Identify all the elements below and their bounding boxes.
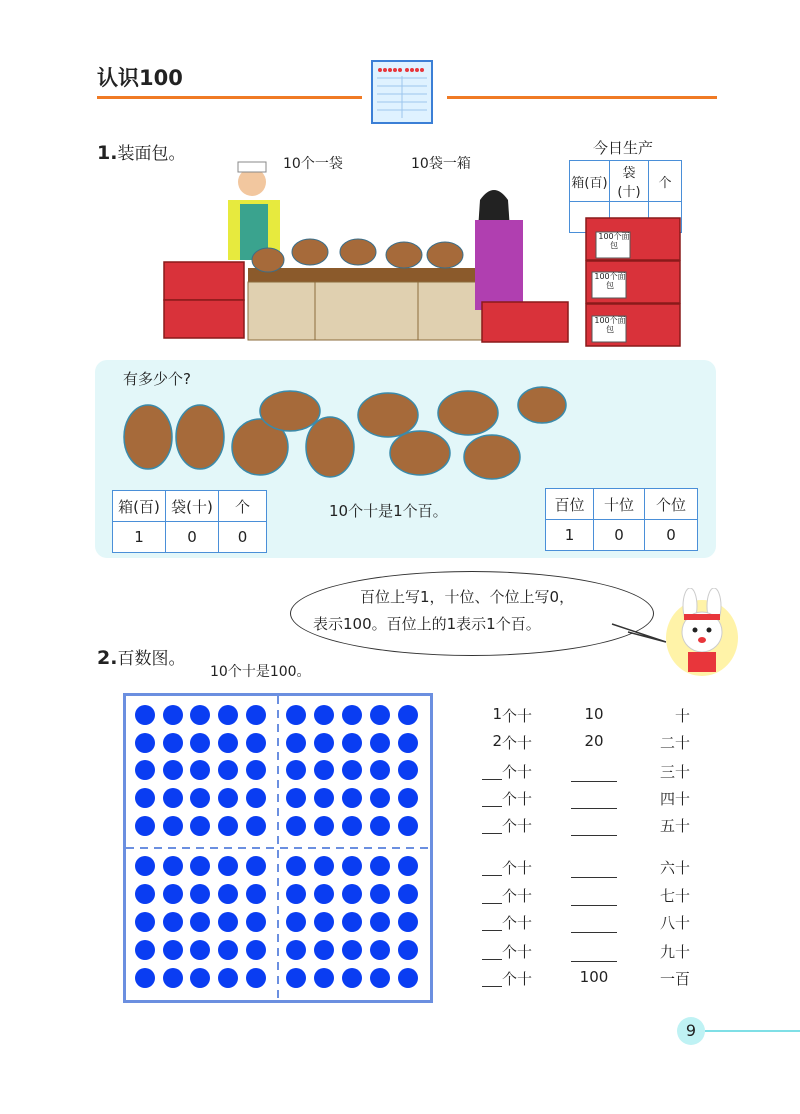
dot bbox=[246, 940, 266, 960]
tens-value[interactable] bbox=[571, 761, 617, 782]
dot bbox=[246, 884, 266, 904]
dot bbox=[246, 760, 266, 780]
dot bbox=[190, 788, 210, 808]
tens-unit: 个十 bbox=[502, 970, 533, 988]
dot bbox=[135, 912, 155, 932]
dot bbox=[218, 705, 238, 725]
dot bbox=[286, 760, 306, 780]
dot bbox=[246, 816, 266, 836]
dot bbox=[135, 733, 155, 753]
tens-unit: 个十 bbox=[502, 887, 533, 905]
tens-word: 八十 bbox=[659, 914, 690, 932]
tens-word: 三十 bbox=[659, 763, 690, 781]
section2-heading: 2.百数图。 bbox=[97, 647, 186, 669]
tens-word: 九十 bbox=[659, 943, 690, 961]
dot bbox=[135, 856, 155, 876]
dot bbox=[135, 760, 155, 780]
count-table bbox=[112, 490, 267, 553]
dot bbox=[190, 912, 210, 932]
count-header-tens: 袋(十) bbox=[166, 491, 219, 522]
dot bbox=[342, 912, 362, 932]
bread-bag bbox=[124, 405, 172, 469]
dot bbox=[314, 733, 334, 753]
hundred-dot-chart bbox=[123, 693, 433, 1003]
place-value-ones: 0 bbox=[645, 520, 698, 551]
bread-bag bbox=[518, 387, 566, 423]
dot bbox=[370, 884, 390, 904]
dot bbox=[135, 816, 155, 836]
place-header-ones: 个位 bbox=[645, 489, 698, 520]
ten-tens-is-one-hundred: 10个十是1个百。 bbox=[329, 502, 448, 520]
crate-label-2: 100个面包 bbox=[594, 272, 626, 290]
dot bbox=[286, 884, 306, 904]
tens-word: 一百 bbox=[659, 970, 690, 988]
tens-value[interactable] bbox=[571, 857, 617, 878]
dot bbox=[286, 705, 306, 725]
dot bbox=[246, 788, 266, 808]
tens-value[interactable] bbox=[571, 912, 617, 933]
dot bbox=[286, 816, 306, 836]
dot bbox=[135, 884, 155, 904]
dot bbox=[398, 788, 418, 808]
tens-value: 20 bbox=[584, 732, 604, 750]
hundred-chart-icon bbox=[371, 60, 433, 124]
place-header-tens: 十位 bbox=[594, 489, 645, 520]
tens-unit: 个十 bbox=[502, 943, 533, 961]
dot bbox=[190, 760, 210, 780]
tens-unit: 个十 bbox=[502, 707, 533, 725]
tens-count[interactable] bbox=[482, 885, 502, 904]
note-ten-bags-per-box: 10袋一箱 bbox=[411, 156, 471, 172]
header-rule-right bbox=[447, 96, 717, 99]
bubble-line-1: 百位上写1，十位、个位上写0， bbox=[360, 588, 575, 606]
dot bbox=[342, 788, 362, 808]
dot bbox=[398, 816, 418, 836]
tens-count: 2 bbox=[492, 732, 502, 750]
tens-count[interactable] bbox=[482, 815, 502, 834]
count-header-hundreds: 箱(百) bbox=[113, 491, 166, 522]
place-value-hundreds: 1 bbox=[546, 520, 594, 551]
dot bbox=[342, 733, 362, 753]
dot bbox=[190, 816, 210, 836]
dot bbox=[342, 705, 362, 725]
dot bbox=[286, 940, 306, 960]
dot bbox=[398, 968, 418, 988]
dot bbox=[286, 733, 306, 753]
bread-bag bbox=[306, 417, 354, 477]
count-value-ones: 0 bbox=[219, 522, 267, 553]
tens-unit: 个十 bbox=[502, 763, 533, 781]
dot bbox=[218, 788, 238, 808]
tens-word: 七十 bbox=[659, 887, 690, 905]
dot bbox=[163, 788, 183, 808]
dot bbox=[370, 816, 390, 836]
tens-unit: 个十 bbox=[502, 914, 533, 932]
dot bbox=[190, 733, 210, 753]
dot bbox=[163, 733, 183, 753]
page-rule bbox=[705, 1030, 800, 1032]
dot bbox=[286, 856, 306, 876]
today-header-hundreds: 箱(百) bbox=[570, 161, 610, 202]
header-rule-left bbox=[97, 96, 362, 99]
tens-count[interactable] bbox=[482, 912, 502, 931]
dot bbox=[370, 733, 390, 753]
count-value-tens: 0 bbox=[166, 522, 219, 553]
dot bbox=[218, 856, 238, 876]
tens-word: 四十 bbox=[659, 790, 690, 808]
dot bbox=[163, 968, 183, 988]
lesson-title: 认识100 bbox=[97, 66, 183, 90]
bread-bag bbox=[438, 391, 498, 435]
dot bbox=[246, 856, 266, 876]
dot bbox=[342, 884, 362, 904]
crate-label-3: 100个面包 bbox=[594, 316, 626, 334]
dot bbox=[342, 856, 362, 876]
dot bbox=[135, 788, 155, 808]
dot bbox=[370, 968, 390, 988]
place-value-tens: 0 bbox=[594, 520, 645, 551]
dot bbox=[398, 856, 418, 876]
tens-word: 二十 bbox=[659, 734, 690, 752]
dot bbox=[163, 705, 183, 725]
tens-value[interactable] bbox=[571, 815, 617, 836]
dot bbox=[370, 705, 390, 725]
bubble-line-2: 表示100。百位上的1表示1个百。 bbox=[313, 615, 541, 633]
tens-unit: 个十 bbox=[502, 790, 533, 808]
dot bbox=[163, 912, 183, 932]
tens-word: 十 bbox=[674, 707, 690, 725]
tens-count[interactable] bbox=[482, 941, 502, 960]
tens-count[interactable] bbox=[482, 761, 502, 780]
dot bbox=[190, 968, 210, 988]
today-production-title: 今日生产 bbox=[593, 139, 654, 157]
tens-count[interactable] bbox=[482, 857, 502, 876]
dot bbox=[398, 940, 418, 960]
tens-unit: 个十 bbox=[502, 734, 533, 752]
worker-body bbox=[475, 220, 523, 310]
tens-count[interactable] bbox=[482, 968, 502, 987]
dot bbox=[246, 705, 266, 725]
dot bbox=[314, 760, 334, 780]
dot bbox=[190, 856, 210, 876]
bread-bag bbox=[260, 391, 320, 431]
tens-value[interactable] bbox=[571, 941, 617, 962]
dot bbox=[218, 940, 238, 960]
dot bbox=[135, 968, 155, 988]
dot bbox=[218, 968, 238, 988]
rabbit-mascot bbox=[662, 588, 742, 678]
bread-bag bbox=[464, 435, 520, 479]
bread-bags-illustration bbox=[120, 385, 570, 485]
dot bbox=[342, 760, 362, 780]
dot bbox=[370, 788, 390, 808]
dot bbox=[314, 940, 334, 960]
dot bbox=[135, 705, 155, 725]
dot bbox=[398, 760, 418, 780]
today-header-ones: 个 bbox=[649, 161, 682, 202]
today-header-tens: 袋(十) bbox=[610, 161, 649, 202]
count-value-hundreds: 1 bbox=[113, 522, 166, 553]
conveyor-belt bbox=[248, 268, 498, 282]
dot bbox=[398, 733, 418, 753]
dot bbox=[286, 968, 306, 988]
dot bbox=[286, 788, 306, 808]
tens-value[interactable] bbox=[571, 885, 617, 906]
dot bbox=[246, 912, 266, 932]
dot bbox=[163, 856, 183, 876]
bread-bag bbox=[390, 431, 450, 475]
dot bbox=[163, 940, 183, 960]
dot bbox=[135, 940, 155, 960]
dot bbox=[314, 816, 334, 836]
dot bbox=[342, 968, 362, 988]
tens-value: 100 bbox=[579, 968, 609, 986]
dot bbox=[314, 884, 334, 904]
section1-heading: 1.装面包。 bbox=[97, 142, 186, 164]
dot bbox=[342, 816, 362, 836]
dot bbox=[163, 760, 183, 780]
dot bbox=[370, 912, 390, 932]
dot bbox=[314, 968, 334, 988]
place-header-hundreds: 百位 bbox=[546, 489, 594, 520]
tens-value[interactable] bbox=[571, 788, 617, 809]
page-number: 9 bbox=[677, 1017, 705, 1045]
dot bbox=[398, 705, 418, 725]
dot bbox=[342, 940, 362, 960]
tens-word: 五十 bbox=[659, 817, 690, 835]
dot bbox=[190, 705, 210, 725]
crate-label-1: 100个面包 bbox=[598, 232, 630, 250]
dot bbox=[218, 884, 238, 904]
dot bbox=[314, 705, 334, 725]
dot bbox=[163, 816, 183, 836]
dot bbox=[246, 968, 266, 988]
dot bbox=[370, 760, 390, 780]
ten-tens-is-100: 10个十是100。 bbox=[210, 664, 311, 680]
tens-unit: 个十 bbox=[502, 859, 533, 877]
place-value-table bbox=[545, 488, 698, 551]
tens-count[interactable] bbox=[482, 788, 502, 807]
dot bbox=[190, 940, 210, 960]
dot bbox=[246, 733, 266, 753]
dot bbox=[218, 816, 238, 836]
dot bbox=[218, 760, 238, 780]
dot bbox=[370, 940, 390, 960]
dot bbox=[314, 856, 334, 876]
question-how-many: 有多少个? bbox=[123, 370, 191, 388]
bread-bag bbox=[176, 405, 224, 469]
note-ten-per-bag: 10个一袋 bbox=[283, 156, 343, 172]
tens-count: 1 bbox=[492, 705, 502, 723]
dot bbox=[190, 884, 210, 904]
dot bbox=[286, 912, 306, 932]
crate-left bbox=[164, 262, 244, 338]
dot bbox=[218, 912, 238, 932]
tens-unit: 个十 bbox=[502, 817, 533, 835]
dot bbox=[314, 912, 334, 932]
dot bbox=[370, 856, 390, 876]
dot bbox=[398, 912, 418, 932]
bread-bag bbox=[358, 393, 418, 437]
bubble-tail bbox=[610, 620, 670, 650]
tens-value: 10 bbox=[584, 705, 604, 723]
dot bbox=[163, 884, 183, 904]
dot bbox=[398, 884, 418, 904]
tens-word: 六十 bbox=[659, 859, 690, 877]
dot bbox=[218, 733, 238, 753]
dot bbox=[314, 788, 334, 808]
count-header-ones: 个 bbox=[219, 491, 267, 522]
